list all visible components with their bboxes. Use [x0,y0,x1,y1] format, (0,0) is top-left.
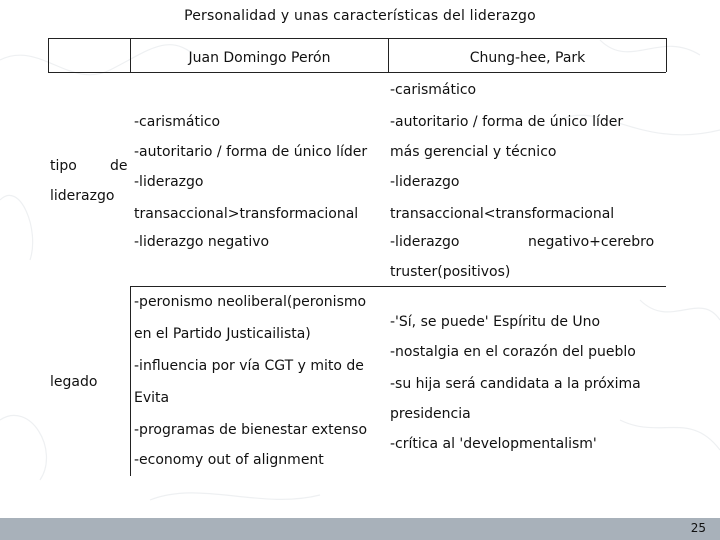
tipo-peron-line: -autoritario / forma de único líder [134,144,368,160]
legado-park-line: -su hija será candidata a la próxima [390,376,641,392]
slide-title: Personalidad y unas características del liderazgo [184,8,536,24]
legado-park-line: presidencia [390,406,471,422]
footer-bar [0,518,720,540]
table-right-border [666,38,667,72]
column-header-peron: Juan Domingo Perón [188,50,331,66]
legado-peron-line: Evita [134,390,170,406]
tipo-park-line: más gerencial y técnico [390,144,557,160]
tipo-park-line: -autoritario / forma de único líder [390,114,624,130]
legado-peron-line: en el Partido Justicailista) [134,326,311,342]
table-header-divider [48,72,666,73]
page-number: 25 [690,521,706,535]
row-label-de: de [110,158,128,174]
tipo-peron-line: -liderazgo negativo [134,234,270,250]
legado-park-line: -'Sí, se puede' Espíritu de Uno [390,314,601,330]
table-row-divider [130,286,666,287]
legado-peron-line: -peronismo neoliberal(peronismo [134,294,367,310]
legado-park-line: -nostalgia en el corazón del pueblo [390,344,636,360]
legado-peron-line: -influencia por vía CGT y mito de [134,358,364,374]
table-left-border [48,38,49,72]
legado-park-line: -crítica al 'developmentalism' [390,436,597,452]
row-label-legado: legado [50,374,98,390]
tipo-peron-line: -liderazgo [134,174,204,190]
legado-peron-line: -programas de bienestar extenso [134,422,368,438]
row-label-liderazgo: liderazgo [50,188,115,204]
tipo-park-line: -carismático [390,82,477,98]
tipo-park-line: -liderazgo [390,234,460,250]
tipo-peron-line: transaccional>transformacional [134,206,359,222]
column-header-park: Chung-hee, Park [469,50,586,66]
legado-peron-line: -economy out of alignment [134,452,324,468]
tipo-park-line: transaccional<transformacional [390,206,615,222]
tipo-park-line: -liderazgo [390,174,460,190]
table-top-border [48,38,666,39]
tipo-park-line: negativo+cerebro [528,234,655,250]
table-col-divider-3 [130,286,131,476]
row-label-tipo: tipo [50,158,77,174]
tipo-park-line: truster(positivos) [390,264,511,280]
tipo-peron-line: -carismático [134,114,221,130]
